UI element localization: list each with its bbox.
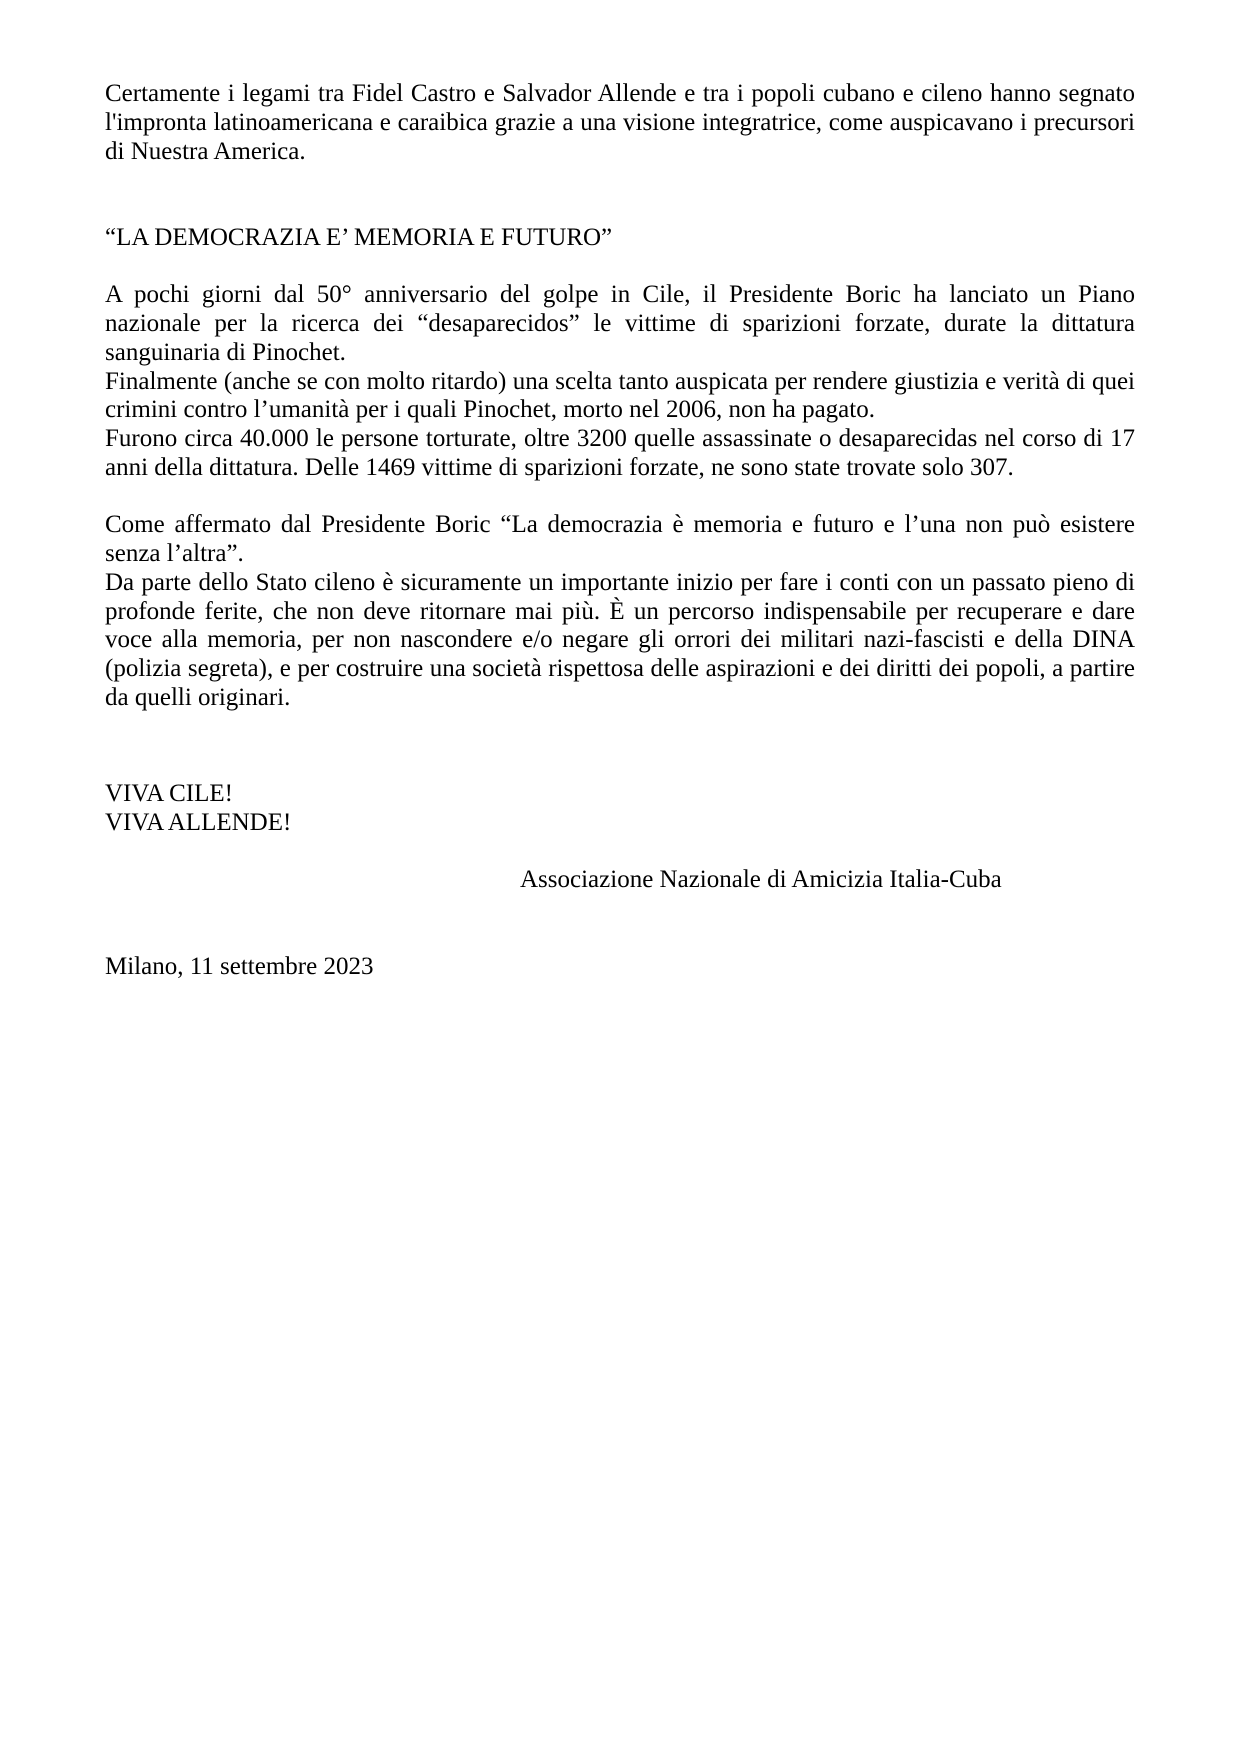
slogans-block (105, 780, 1135, 838)
blank-line (105, 895, 1135, 924)
paragraph-da-parte: Da parte dello Stato cileno è sicuramente un importante inizio per fare i conti con un passato pieno di profonde ferite, che non deve ritornare mai più. È un percorso indispensabile per recuperare e dare voce alla memoria, per non nascondere e/o negare gli orrori dei militari nazi-fascisti e della DINA (polizia segreta), e per costruire una società rispettosa delle aspirazioni e dei diritti dei popoli, a partire da quelli originari. (105, 568, 1135, 711)
blank-line (105, 166, 1135, 195)
blank-line (105, 253, 1135, 282)
blank-line (105, 483, 1135, 512)
section-heading: “LA DEMOCRAZIA E’ MEMORIA E FUTURO” (105, 223, 613, 251)
blank-line (105, 195, 1135, 224)
document-body (105, 80, 1135, 981)
slogan-viva-allende: VIVA ALLENDE! (105, 808, 292, 836)
dateline: Milano, 11 settembre 2023 (105, 952, 374, 980)
blank-line (105, 713, 1135, 742)
paragraph-furono: Furono circa 40.000 le persone torturate, oltre 3200 quelle assassinate o desaparecidas nel corso di 17 anni della dittatura. Delle 1469 vittime di sparizioni forzate, ne sono state trovate solo 307. (105, 425, 1135, 481)
paragraph-piano-nazionale: A pochi giorni dal 50° anniversario del golpe in Cile, il Presidente Boric ha lanciato un Piano nazionale per la ricerca dei “desaparecidos” le vittime di sparizioni forzate, durate la dittatura sanguinaria di Pinochet. (105, 281, 1135, 366)
blank-line (105, 741, 1135, 770)
signature-association: Associazione Nazionale di Amicizia Italia-Cuba (520, 866, 1002, 894)
slogan-viva-cile: VIVA CILE! (105, 780, 234, 807)
paragraph-intro: Certamente i legami tra Fidel Castro e Salvador Allende e tra i popoli cubano e cileno hanno segnato l'impronta latinoamericana e caraibica grazie a una visione integratrice, come auspicavano i precursori di Nuestra America. (105, 80, 1135, 165)
blank-line (105, 838, 1135, 867)
paragraph-come-affermato: Come affermato dal Presidente Boric “La democrazia è memoria e futuro e l’una non può esistere senza l’altra”. (105, 511, 1135, 567)
paragraph-finalmente: Finalmente (anche se con molto ritardo) una scelta tanto auspicata per rendere giustizia e verità di quei crimini contro l’umanità per i quali Pinochet, morto nel 2006, non ha pagato. (105, 367, 1135, 424)
blank-line (105, 924, 1135, 953)
